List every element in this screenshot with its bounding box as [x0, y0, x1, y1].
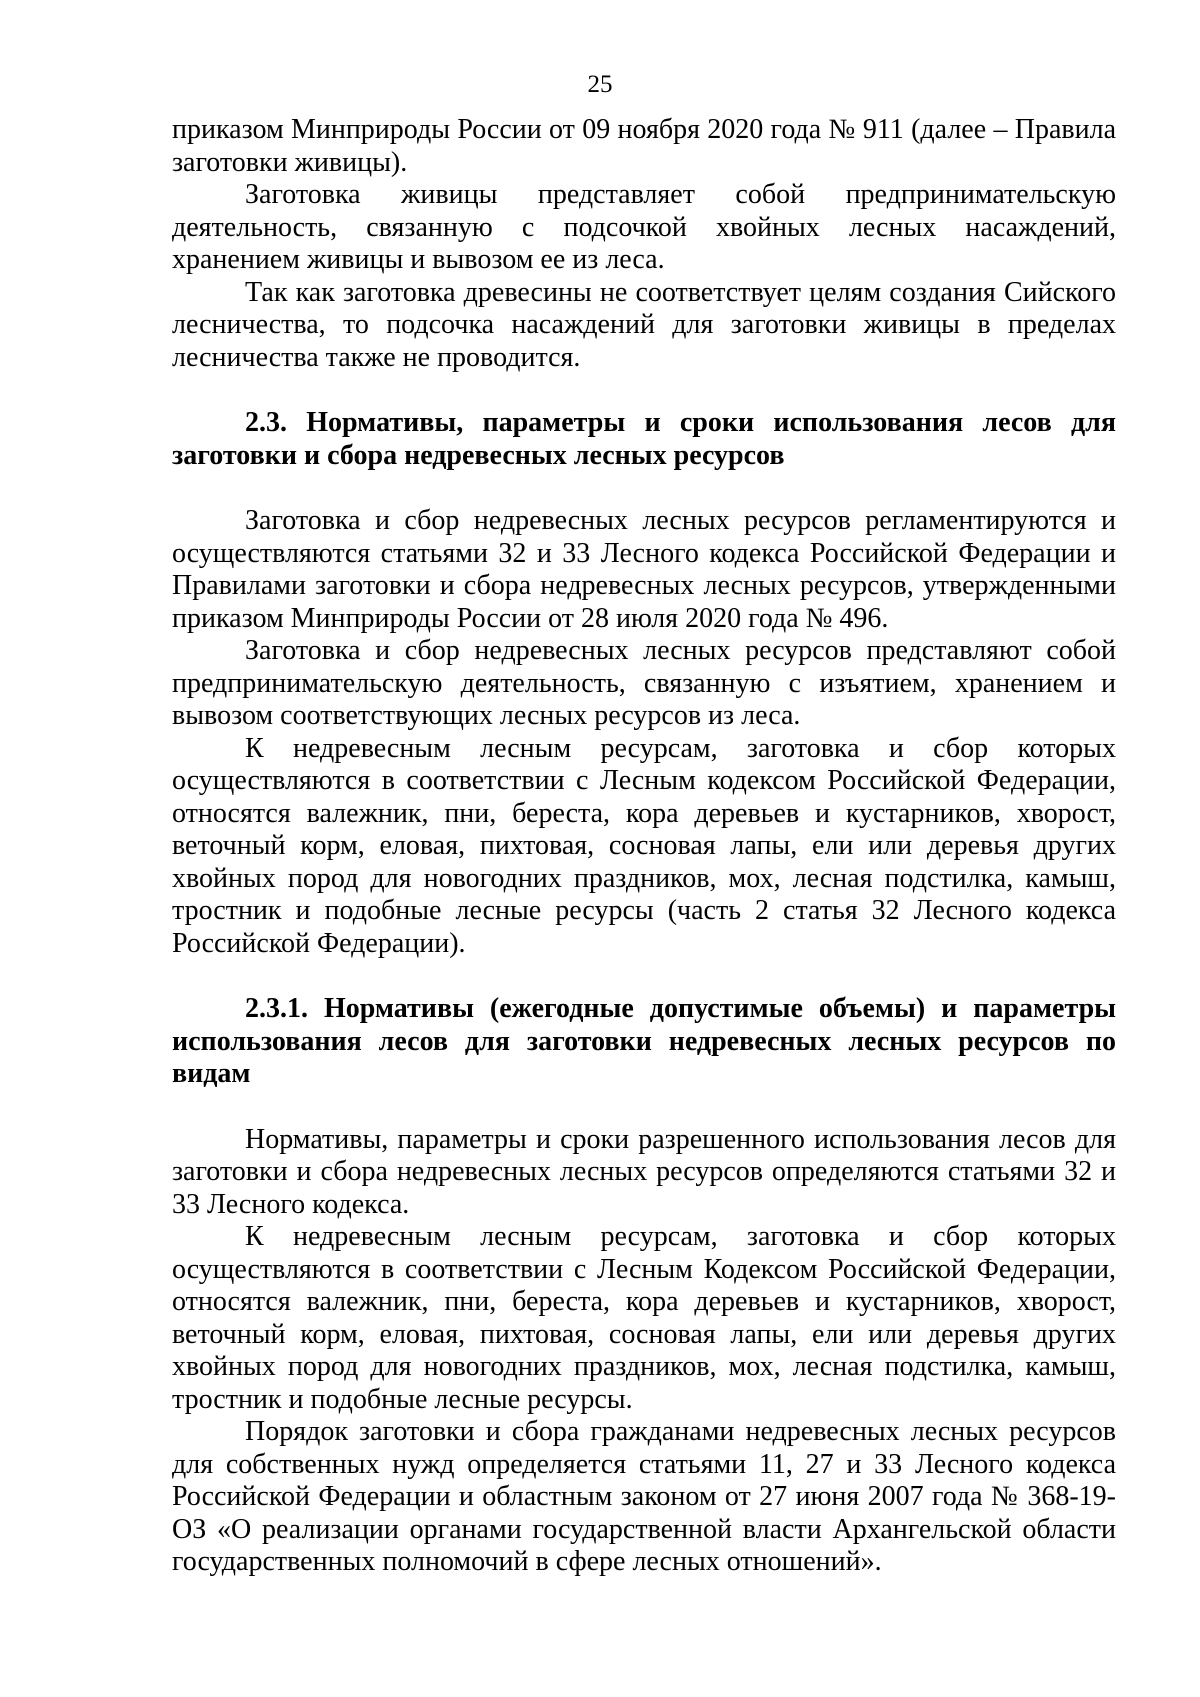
paragraph-norms-defined: Нормативы, параметры и сроки разрешенного использования лесов для заготовки и сбора недревесных лесных ресурсов определяются статьями 32 и 33 Лесного кодекса.	[172, 1123, 1116, 1220]
page-number: 25	[587, 71, 613, 98]
paragraph-non-timber-list-2: К недревесным лесным ресурсам, заготовка и сбор которых осуществляются в соответствии с Лесным Кодексом Российской Федерации, относятся валежник, пни, береста, кора деревьев и кустарников, хворост, веточный корм, еловая, пихтовая, сосновая лапы, ели или деревья других хвойных пород для новогодних праздников, мох, лесная подстилка, камыш, тростник и подобные лесные ресурсы.	[172, 1221, 1116, 1415]
page-content	[172, 114, 1116, 1579]
paragraph-citizens-order: Порядок заготовки и сбора гражданами недревесных лесных ресурсов для собственных нужд определяется статьями 11, 27 и 33 Лесного кодекса Российской Федерации и областным законом от 27 июня 2007 года № 368-19-ОЗ «О реализации органами государственной власти Архангельской области государственных полномочий в сфере лесных отношений».	[172, 1416, 1116, 1577]
paragraph-non-timber-regulation: Заготовка и сбор недревесных лесных ресурсов регламентируются и осуществляются статьями 32 и 33 Лесного кодекса Российской Федерации и Правилами заготовки и сбора недревесных лесных ресурсов, утвержденными приказом Минприроды России от 28 июля 2020 года № 496.	[172, 505, 1116, 634]
paragraph-tapping-not-performed: Так как заготовка древесины не соответствует целям создания Сийского лесничества, то подсочка насаждений для заготовки живицы в пределах лесничества также не проводится.	[172, 276, 1116, 373]
paragraph-non-timber-activity: Заготовка и сбор недревесных лесных ресурсов представляют собой предпринимательскую деятельность, связанную с изъятием, хранением и вывозом соответствующих лесных ресурсов из леса.	[172, 635, 1116, 731]
paragraph-continuation: приказом Минприроды России от 09 ноября 2020 года № 911 (далее – Правила заготовки живицы).	[172, 114, 1116, 178]
paragraph-resin-harvesting: Заготовка живицы представляет собой предпринимательскую деятельность, связанную с подсочкой хвойных лесных насаждений, хранением живицы и вывозом ее из леса.	[172, 179, 1116, 275]
section-heading-2-3-1: 2.3.1. Нормативы (ежегодные допустимые объемы) и параметры использования лесов для заготовки недревесных лесных ресурсов по видам	[172, 993, 1116, 1089]
paragraph-non-timber-list: К недревесным лесным ресурсам, заготовка и сбор которых осуществляются в соответствии с Лесным кодексом Российской Федерации, относятся валежник, пни, береста, кора деревьев и кустарников, хворост, веточный корм, еловая, пихтовая, сосновая лапы, ели или деревья других хвойных пород для новогодних праздников, мох, лесная подстилка, камыш, тростник и подобные лесные ресурсы (часть 2 статья 32 Лесного кодекса Российской Федерации).	[172, 732, 1116, 959]
section-heading-2-3: 2.3. Нормативы, параметры и сроки использования лесов для заготовки и сбора недревесных лесных ресурсов	[172, 407, 1116, 471]
